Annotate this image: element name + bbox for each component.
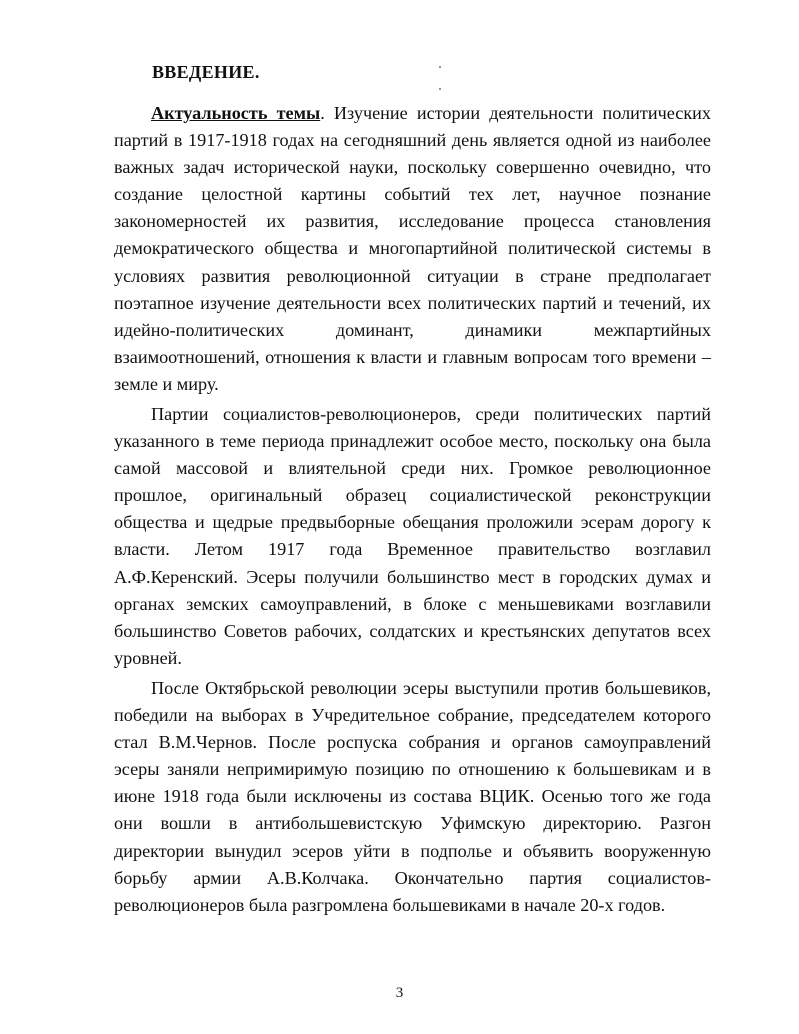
section-heading: ВВЕДЕНИЕ. [152,62,260,82]
scan-speck [439,66,441,68]
body-text-2 [114,401,711,672]
paragraph-text: . Изучение истории деятельности политических партий в 1917-1918 годах на сегодняшний день является одной из наиболее важных задач исторической науки, поскольку совершенно очевидно, что создание целостной картины событий тех лет, научное познание закономерностей их развития, исследование процесса становления демократического общества и многопартийной политической системы в условиях развития революционной ситуации в стране предполагает поэтапное изучение деятельности всех политических партий и течений, их идейно-политических доминант, динамики межпартийных взаимоотношений, отношения к власти и главным вопросам того времени – земле и миру. [114,103,711,394]
page-number: 3 [395,985,404,1001]
paragraph-lead-term: Актуальность темы [151,103,321,123]
paragraph-after-october: После Октябрьской революции эсеры выступили против большевиков, победили на выборах в Учредительное собрание, председателем которого стал В.М.Чернов. После роспуска собрания и органов самоуправлений эсеры заняли непримиримую позицию по отношению к большевикам и в июне 1918 года были исключены из состава ВЦИК. Осенью того же года они вошли в антибольшевистскую Уфимскую директорию. Разгон директории вынудил эсеров уйти в подполье и объявить вооруженную борьбу армии А.В.Колчака. Окончательно партия социалистов-революционеров была разгромлена большевиками в начале 20-х годов. [114,678,711,915]
scan-speck [439,88,441,90]
body-text [114,100,711,398]
body-text-3 [114,675,711,919]
paragraph-sr-party: Партии социалистов-революционеров, среди политических партий указанного в теме периода принадлежит особое место, поскольку она была самой массовой и влиятельной среди них. Громкое революционное прошлое, оригинальный образец социалистической реконструкции общества и щедрые предвыборные обещания проложили эсерам дорогу к власти. Летом 1917 года Временное правительство возглавил А.Ф.Керенский. Эсеры получили большинство мест в городских думах и органах земских самоуправлений, в блоке с меньшевиками возглавили большинство Советов рабочих, солдатских и крестьянских депутатов всех уровней. [114,404,711,668]
paragraph-relevance [114,100,711,398]
